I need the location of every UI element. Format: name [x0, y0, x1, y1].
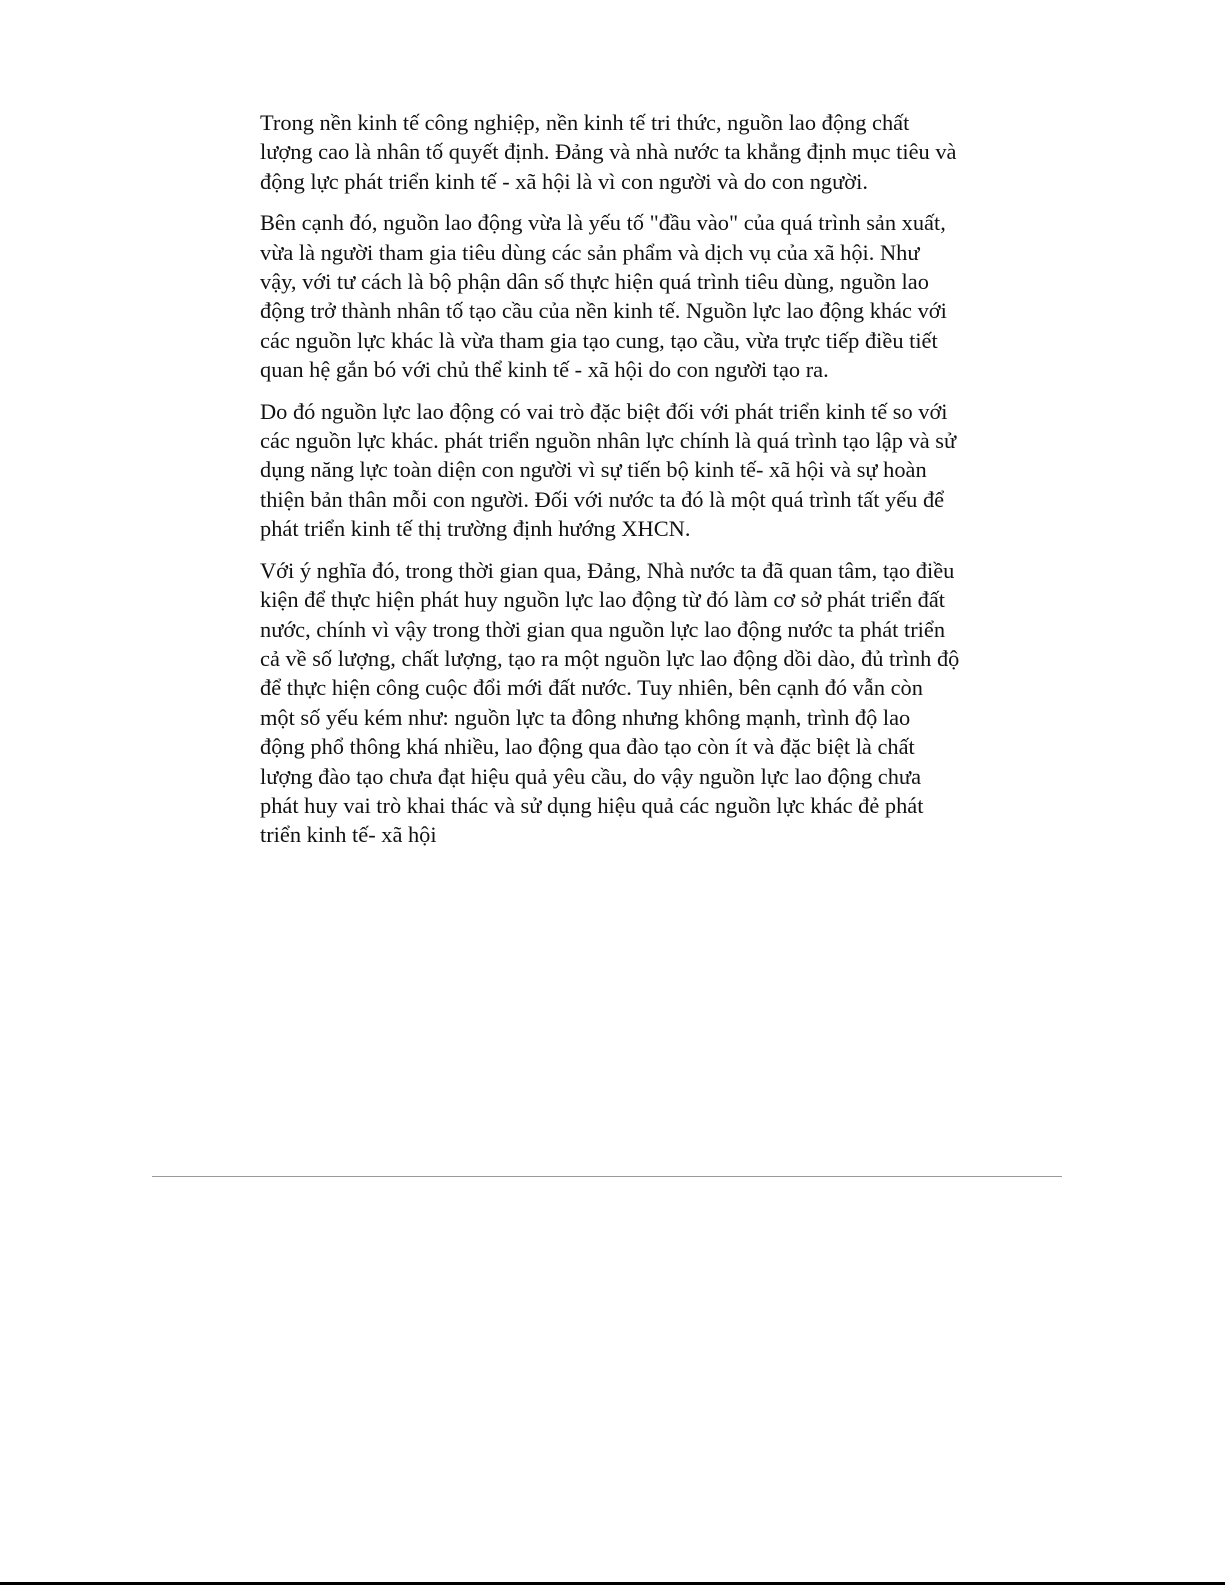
paragraph-1: Trong nền kinh tế công nghiệp, nền kinh tế tri thức, nguồn lao động chất lượng cao là nhân tố quyết định. Đảng và nhà nước ta khẳng định mục tiêu và động lực phát triển kinh tế - xã hội là vì con người và do con người. — [260, 110, 957, 194]
paragraph-3: Do đó nguồn lực lao động có vai trò đặc biệt đối với phát triển kinh tế so với các nguồn lực khác. phát triển nguồn nhân lực chính là quá trình tạo lập và sử dụng năng lực toàn diện con người vì sự tiến bộ kinh tế- xã hội và sự hoàn thiện bản thân mỗi con người. Đối với nước ta đó là một quá trình tất yếu để phát triển kinh tế thị trường định hướng XHCN. — [260, 398, 957, 542]
paragraph-2: Bên cạnh đó, nguồn lao động vừa là yếu tố "đầu vào" của quá trình sản xuất, vừa là người tham gia tiêu dùng các sản phẩm và dịch vụ của xã hội. Như vậy, với tư cách là bộ phận dân số thực hiện quá trình tiêu dùng, nguồn lao động trở thành nhân tố tạo cầu của nền kinh tế. Nguồn lực lao động khác với các nguồn lực khác là vừa tham gia tạo cung, tạo cầu, vừa trực tiếp điều tiết quan hệ gắn bó với chủ thể kinh tế - xã hội do con người tạo ra. — [260, 210, 947, 383]
document-body — [260, 108, 960, 862]
page-divider — [152, 1176, 1062, 1177]
paragraph-4: Với ý nghĩa đó, trong thời gian qua, Đảng, Nhà nước ta đã quan tâm, tạo điều kiện để thực hiện phát huy nguồn lực lao động từ đó làm cơ sở phát triển đất nước, chính vì vậy trong thời gian qua nguồn lực lao động nước ta phát triển cả về số lượng, chất lượng, tạo ra một nguồn lực lao động dồi dào, đủ trình độ để thực hiện công cuộc đổi mới đất nước. Tuy nhiên, bên cạnh đó vẫn còn một số yếu kém như: nguồn lực ta đông nhưng không mạnh, trình độ lao động phổ thông khá nhiều, lao động qua đào tạo còn ít và đặc biệt là chất lượng đào tạo chưa đạt hiệu quả yêu cầu, do vậy nguồn lực lao động chưa phát huy vai trò khai thác và sử dụng hiệu quả các nguồn lực khác đẻ phát triển kinh tế- xã hội — [260, 557, 960, 848]
